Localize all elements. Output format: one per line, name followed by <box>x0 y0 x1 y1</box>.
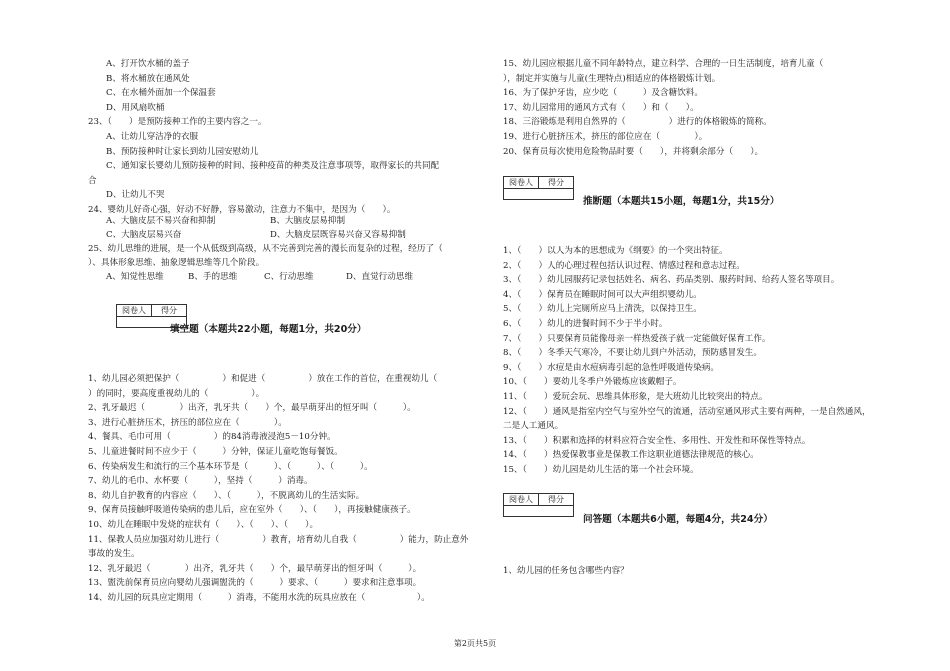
q24-option-d: D、大脑皮层既容易兴奋又容易抑制 <box>270 230 406 240</box>
page-footer: 第2页共5页 <box>453 639 497 648</box>
judge-line: 6、（ ）幼儿的进餐时间不少于半小时。 <box>503 319 668 329</box>
question-line: D、让幼儿不哭 <box>106 190 165 201</box>
fill-blank-line: 12、乳牙最迟（ ）出齐，乳牙共（ ）个，最早萌芽出的恒牙叫（ ）。 <box>88 563 422 574</box>
question-line: 24、婴幼儿好奇心强，好动不好静，容易激动，注意力不集中，是因为（ ）。 <box>88 205 396 215</box>
judge-line: 5、（ ）幼儿上完厕所应马上清洗，以保持卫生。 <box>503 304 702 315</box>
question-line: 23、（ ）是预防接种工作的主要内容之一。 <box>88 117 267 128</box>
score-label: 得分 <box>152 305 186 317</box>
judge-line: 14、（ ）热爱保教事业是保教工作这职业道德法律规范的核心。 <box>503 450 759 461</box>
judge-line: 9、（ ）水痘是由水痘病毒引起的急性呼吸道传染病。 <box>503 362 720 373</box>
question-line: 16、为了保护牙齿，应少吃（ ）及含糖饮料。 <box>503 88 703 99</box>
judge-line: 15、（ ）幼儿园是幼儿生活的第一个社会环境。 <box>503 465 699 475</box>
judge-line: 13、（ ）积累和选择的材料应符合安全性、多用性、开发性和环保性等特点。 <box>503 435 811 446</box>
q25-option-d: D、直觉行动思维 <box>346 272 414 282</box>
fill-blank-line: 2、乳牙最迟（ ）出齐，乳牙共（ ）个，最早萌芽出的恒牙叫（ ）。 <box>88 403 416 414</box>
question-line: 15、幼儿园应根据儿童不同年龄特点，建立科学、合理的一日生活制度，培育儿童（ <box>503 59 824 69</box>
question-line: 17、幼儿园常用的通风方式有（ ）和（ ）。 <box>503 102 699 113</box>
q24-option-b: B、大脑皮层易抑制 <box>270 216 346 226</box>
reviewer-label: 阅卷人 <box>504 494 539 506</box>
judge-line: 二是人工通风。 <box>503 421 564 432</box>
question-line: ），制定并实施与儿童(生理特点)相适应的体格锻炼计划。 <box>503 73 721 84</box>
judge-line: 8、（ ）冬季天气寒冷，不要让幼儿到户外活动，预防感冒发生。 <box>503 348 762 359</box>
fill-blank-line: 事故的发生。 <box>88 549 140 560</box>
question-line: A、打开饮水桶的盖子 <box>106 59 190 69</box>
q25-option-b: B、手的思维 <box>188 272 238 282</box>
judge-line: 10、（ ）要幼儿冬季户外锻炼应该戴帽子。 <box>503 377 682 388</box>
fill-blank-line: 3、进行心脏挤压术，挤压的部位应在（ ）。 <box>88 417 287 428</box>
q25-option-c: C、行动思维 <box>264 272 314 282</box>
judge-line: 7、（ ）只要保育员能像母亲一样热爱孩子就一定能做好保育工作。 <box>503 333 771 344</box>
section-title-fill-blank: 填空题（本题共22小题，每题1分，共20分） <box>170 324 367 335</box>
question-line: 合 <box>88 175 97 186</box>
question-line: D、用风扇吹桶 <box>106 102 165 113</box>
score-box-judge <box>503 176 574 200</box>
question-line: B、将水桶放在通风处 <box>106 73 190 84</box>
fill-blank-line: 14、幼儿园的玩具应定期用（ ）消毒，不能用水洗的玩具应放在（ ）。 <box>88 593 430 603</box>
q25-option-a: A、知觉性思维 <box>106 272 164 282</box>
score-box-qa <box>503 493 574 517</box>
judge-line: 4、（ ）保育员在睡眠时间可以大声组织婴幼儿。 <box>503 289 702 300</box>
score-label: 得分 <box>539 494 573 506</box>
reviewer-label: 阅卷人 <box>117 305 152 317</box>
question-line: 18、三浴锻炼是利用自然界的（ ）进行的体格锻炼的简称。 <box>503 117 772 128</box>
question-line: C、通知家长婴幼儿预防接种的时间、接种疫苗的种类及注意事项等，取得家长的共同配 <box>106 161 440 172</box>
q25-line-1: 25、幼儿思维的进展，是一个从低级到高级，从不完善到完善的漫长而复杂的过程，经历了（ <box>88 244 443 254</box>
fill-blank-line: 10、幼儿在睡眠中发烧的症状有（ ）、（ ）、（ ）。 <box>88 520 319 530</box>
section-title-judge: 推断题（本题共15小题，每题1分，共15分） <box>583 196 780 207</box>
score-label: 得分 <box>539 177 573 189</box>
judge-line: 2、（ ）人的心理过程包括认识过程、情感过程和意志过程。 <box>503 260 745 271</box>
reviewer-label: 阅卷人 <box>504 177 539 189</box>
fill-blank-line: 11、保教人员应加强对幼儿进行（ ）教育，培育幼儿自我（ ）能力，防止意外 <box>88 534 469 545</box>
fill-blank-line: 1、幼儿园必须把保护（ ）和促进（ ）放在工作的首位，在重视幼儿（ <box>88 374 438 384</box>
fill-blank-line: 7、幼儿的毛巾、水杯要（ ），坚持（ ）消毒。 <box>88 476 313 487</box>
q25-line-2: ）、具体形象思维、抽象逻辑思维等几个阶段。 <box>88 258 265 268</box>
judge-line: 3、（ ）幼儿园服药记录包括姓名、病名、药品类别、服药时间、给药人签名等项目。 <box>503 275 840 286</box>
qa-question-1: 1、幼儿园的任务包含哪些内容？ <box>503 566 629 576</box>
fill-blank-line: 9、保育员接触呼吸道传染病的患儿后，应在室外（ ）、（ ），再接触健康孩子。 <box>88 505 416 516</box>
judge-line: 1、（ ）以人为本的思想成为《纲要》的一个突出特征。 <box>503 246 728 256</box>
judge-line: 11、（ ）爱玩会玩、思维具体形象，是大班幼儿比较突出的特点。 <box>503 392 768 402</box>
q24-option-c: C、大脑皮层易兴奋 <box>106 230 182 240</box>
fill-blank-line: 5、儿童进餐时间不应少于（ ）分钟，保证儿童吃饱每餐饭。 <box>88 447 343 457</box>
section-title-qa: 问答题（本题共6小题，每题4分，共24分） <box>583 514 773 525</box>
question-line: 20、保育员每次使用危险物品时要（ ），并将剩余部分（ ）。 <box>503 146 764 157</box>
q24-option-a: A、大脑皮层不易兴奋和抑制 <box>106 216 216 226</box>
question-line: B、预防接种时让家长到幼儿园安慰幼儿 <box>106 146 259 157</box>
question-line: C、在水桶外面加一个保温套 <box>106 88 216 99</box>
question-line: A、让幼儿穿洁净的衣服 <box>106 132 199 142</box>
fill-blank-line: 13、盥洗前保育员应向婴幼儿强调盥洗的（ ）要求、（ ）要求和注意事项。 <box>88 578 422 589</box>
fill-blank-line: 8、幼儿自护教育的内容应（ ）、（ ），不脱离幼儿的生活实际。 <box>88 490 365 501</box>
fill-blank-line: 6、传染病发生和流行的三个基本环节是（ ）、（ ）、（ ）。 <box>88 461 373 472</box>
question-line: 19、进行心脏挤压术，挤压的部位应在（ ）。 <box>503 132 708 142</box>
fill-blank-line: ）的同时，要高度重视幼儿的（ ）。 <box>88 388 265 399</box>
judge-line: 12、（ ）通风是指室内空气与室外空气的流通，活动室通风形式主要有两种，一是自然通风， <box>503 406 871 417</box>
fill-blank-line: 4、餐具、毛巾可用（ ）的84消毒液浸泡5－10分钟。 <box>88 432 336 443</box>
